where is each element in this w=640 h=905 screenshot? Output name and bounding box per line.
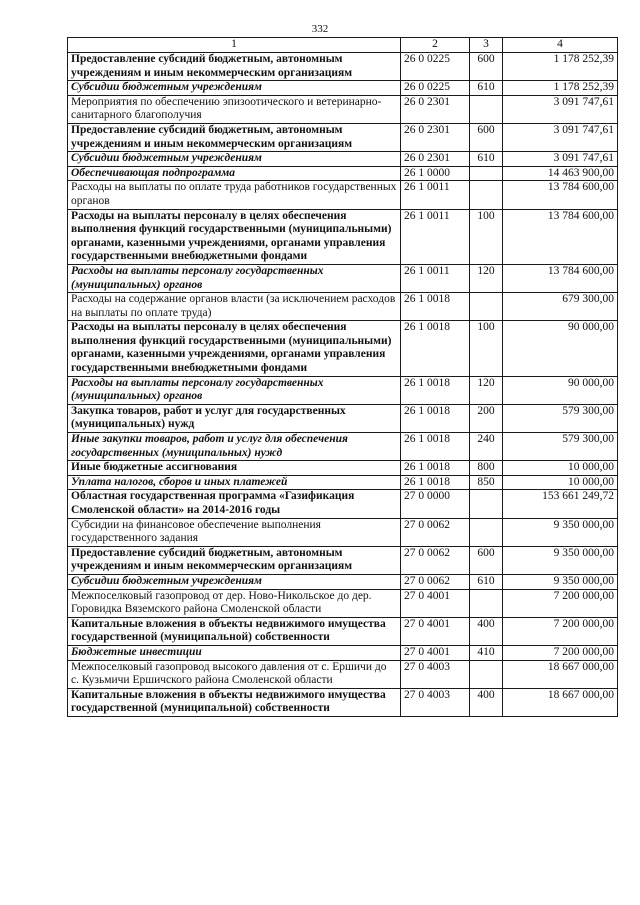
table-row — [68, 461, 618, 476]
row-code-cell: 26 1 0011 — [401, 181, 470, 209]
row-code-cell: 26 1 0000 — [401, 166, 470, 181]
table-row — [68, 53, 618, 81]
table-row — [68, 589, 618, 617]
row-type-cell — [470, 589, 503, 617]
row-amount-cell: 90 000,00 — [503, 376, 618, 404]
row-amount-cell: 7 200 000,00 — [503, 617, 618, 645]
row-code-cell: 26 1 0018 — [401, 404, 470, 432]
row-amount-cell: 13 784 600,00 — [503, 181, 618, 209]
row-type-cell — [470, 181, 503, 209]
table-header-row — [68, 38, 618, 53]
row-name-cell: Субсидии бюджетным учреждениям — [68, 81, 401, 96]
row-type-cell: 600 — [470, 53, 503, 81]
row-amount-cell: 579 300,00 — [503, 404, 618, 432]
row-amount-cell: 18 667 000,00 — [503, 660, 618, 688]
row-code-cell: 27 0 4001 — [401, 645, 470, 660]
row-name-cell: Предоставление субсидий бюджетным, автономным учреждениям и иным некоммерческим организациям — [68, 546, 401, 574]
row-amount-cell: 3 091 747,61 — [503, 95, 618, 123]
row-code-cell: 27 0 0062 — [401, 546, 470, 574]
row-code-cell: 26 1 0018 — [401, 461, 470, 476]
row-name-cell: Обеспечивающая подпрограмма — [68, 166, 401, 181]
row-amount-cell: 9 350 000,00 — [503, 518, 618, 546]
row-amount-cell: 10 000,00 — [503, 461, 618, 476]
row-code-cell: 27 0 4001 — [401, 589, 470, 617]
row-name-cell: Расходы на выплаты персоналу в целях обеспечения выполнения функций государственными (муниципальными) органами, казенными учреждениями, органами управления государственными внебюджетными фондами — [68, 321, 401, 376]
row-name-cell: Капитальные вложения в объекты недвижимого имущества государственной (муниципальной) собственности — [68, 688, 401, 716]
row-code-cell: 26 1 0018 — [401, 376, 470, 404]
row-type-cell: 850 — [470, 475, 503, 490]
row-type-cell: 120 — [470, 376, 503, 404]
row-code-cell: 26 0 2301 — [401, 123, 470, 151]
row-type-cell: 800 — [470, 461, 503, 476]
row-type-cell: 240 — [470, 433, 503, 461]
table-row — [68, 264, 618, 292]
row-name-cell: Предоставление субсидий бюджетным, автономным учреждениям и иным некоммерческим организациям — [68, 123, 401, 151]
row-type-cell: 610 — [470, 81, 503, 96]
row-name-cell: Расходы на выплаты персоналу государственных (муниципальных) органов — [68, 264, 401, 292]
column-header-amount: 4 — [503, 38, 618, 53]
table-row — [68, 166, 618, 181]
row-amount-cell: 153 661 249,72 — [503, 490, 618, 518]
row-code-cell: 26 1 0011 — [401, 209, 470, 264]
row-amount-cell: 579 300,00 — [503, 433, 618, 461]
row-code-cell: 26 1 0018 — [401, 475, 470, 490]
row-code-cell: 26 0 0225 — [401, 81, 470, 96]
row-amount-cell: 1 178 252,39 — [503, 81, 618, 96]
table-row — [68, 209, 618, 264]
row-amount-cell: 9 350 000,00 — [503, 574, 618, 589]
row-name-cell: Субсидии бюджетным учреждениям — [68, 574, 401, 589]
table-row — [68, 645, 618, 660]
row-type-cell: 610 — [470, 152, 503, 167]
row-name-cell: Мероприятия по обеспечению эпизоотического и ветеринарно-санитарного благополучия — [68, 95, 401, 123]
table-row — [68, 95, 618, 123]
column-header-name: 1 — [68, 38, 401, 53]
row-type-cell: 400 — [470, 688, 503, 716]
row-amount-cell: 1 178 252,39 — [503, 53, 618, 81]
table-row — [68, 660, 618, 688]
row-name-cell: Межпоселковый газопровод от дер. Ново-Никольское до дер. Горовидка Вяземского района Смоленской области — [68, 589, 401, 617]
row-amount-cell: 10 000,00 — [503, 475, 618, 490]
row-type-cell — [470, 660, 503, 688]
row-amount-cell: 18 667 000,00 — [503, 688, 618, 716]
row-name-cell: Иные закупки товаров, работ и услуг для обеспечения государственных (муниципальных) нужд — [68, 433, 401, 461]
table-row — [68, 490, 618, 518]
table-row — [68, 321, 618, 376]
row-name-cell: Предоставление субсидий бюджетным, автономным учреждениям и иным некоммерческим организациям — [68, 53, 401, 81]
row-name-cell: Субсидии бюджетным учреждениям — [68, 152, 401, 167]
row-amount-cell: 3 091 747,61 — [503, 152, 618, 167]
row-type-cell — [470, 490, 503, 518]
row-name-cell: Расходы на выплаты по оплате труда работников государственных органов — [68, 181, 401, 209]
row-amount-cell: 14 463 900,00 — [503, 166, 618, 181]
row-name-cell: Расходы на выплаты персоналу государственных (муниципальных) органов — [68, 376, 401, 404]
row-name-cell: Межпоселковый газопровод высокого давления от с. Ершичи до с. Кузьмичи Ершичского района Смоленской области — [68, 660, 401, 688]
row-code-cell: 27 0 0062 — [401, 518, 470, 546]
table-row — [68, 574, 618, 589]
row-name-cell: Расходы на содержание органов власти (за исключением расходов на выплаты по оплате труда) — [68, 293, 401, 321]
row-amount-cell: 9 350 000,00 — [503, 546, 618, 574]
table-row — [68, 433, 618, 461]
table-row — [68, 293, 618, 321]
table-row — [68, 181, 618, 209]
table-row — [68, 518, 618, 546]
table-row — [68, 152, 618, 167]
row-name-cell: Расходы на выплаты персоналу в целях обеспечения выполнения функций государственными (муниципальными) органами, казенными учреждениями, органами управления государственными внебюджетными фондами — [68, 209, 401, 264]
row-name-cell: Областная государственная программа «Газификация Смоленской области» на 2014-2016 годы — [68, 490, 401, 518]
row-name-cell: Иные бюджетные ассигнования — [68, 461, 401, 476]
row-name-cell: Уплата налогов, сборов и иных платежей — [68, 475, 401, 490]
row-code-cell: 27 0 4003 — [401, 688, 470, 716]
row-code-cell: 26 0 2301 — [401, 95, 470, 123]
table-row — [68, 123, 618, 151]
row-type-cell: 120 — [470, 264, 503, 292]
table-row — [68, 404, 618, 432]
row-code-cell: 26 1 0011 — [401, 264, 470, 292]
table-row — [68, 475, 618, 490]
row-type-cell: 100 — [470, 321, 503, 376]
row-amount-cell: 13 784 600,00 — [503, 264, 618, 292]
column-header-type: 3 — [470, 38, 503, 53]
row-code-cell: 26 1 0018 — [401, 321, 470, 376]
row-code-cell: 27 0 0000 — [401, 490, 470, 518]
row-type-cell: 610 — [470, 574, 503, 589]
row-type-cell: 600 — [470, 123, 503, 151]
row-type-cell: 100 — [470, 209, 503, 264]
row-amount-cell: 13 784 600,00 — [503, 209, 618, 264]
row-name-cell: Капитальные вложения в объекты недвижимого имущества государственной (муниципальной) собственности — [68, 617, 401, 645]
row-name-cell: Закупка товаров, работ и услуг для государственных (муниципальных) нужд — [68, 404, 401, 432]
table-row — [68, 376, 618, 404]
table-row — [68, 688, 618, 716]
row-type-cell: 400 — [470, 617, 503, 645]
row-type-cell — [470, 166, 503, 181]
row-code-cell: 26 0 0225 — [401, 53, 470, 81]
page-number: 332 — [311, 23, 329, 35]
row-type-cell: 410 — [470, 645, 503, 660]
row-code-cell: 26 1 0018 — [401, 433, 470, 461]
table-row — [68, 546, 618, 574]
row-type-cell: 600 — [470, 546, 503, 574]
row-type-cell — [470, 518, 503, 546]
row-code-cell: 27 0 4001 — [401, 617, 470, 645]
column-header-code: 2 — [401, 38, 470, 53]
row-amount-cell: 7 200 000,00 — [503, 589, 618, 617]
row-type-cell: 200 — [470, 404, 503, 432]
row-type-cell — [470, 95, 503, 123]
row-name-cell: Бюджетные инвестиции — [68, 645, 401, 660]
row-amount-cell: 679 300,00 — [503, 293, 618, 321]
row-code-cell: 26 1 0018 — [401, 293, 470, 321]
row-amount-cell: 3 091 747,61 — [503, 123, 618, 151]
row-amount-cell: 90 000,00 — [503, 321, 618, 376]
table-body — [68, 53, 618, 717]
row-type-cell — [470, 293, 503, 321]
row-name-cell: Субсидии на финансовое обеспечение выполнения государственного задания — [68, 518, 401, 546]
row-amount-cell: 7 200 000,00 — [503, 645, 618, 660]
row-code-cell: 27 0 4003 — [401, 660, 470, 688]
row-code-cell: 26 0 2301 — [401, 152, 470, 167]
table-row — [68, 617, 618, 645]
row-code-cell: 27 0 0062 — [401, 574, 470, 589]
budget-table — [67, 37, 618, 717]
table-row — [68, 81, 618, 96]
